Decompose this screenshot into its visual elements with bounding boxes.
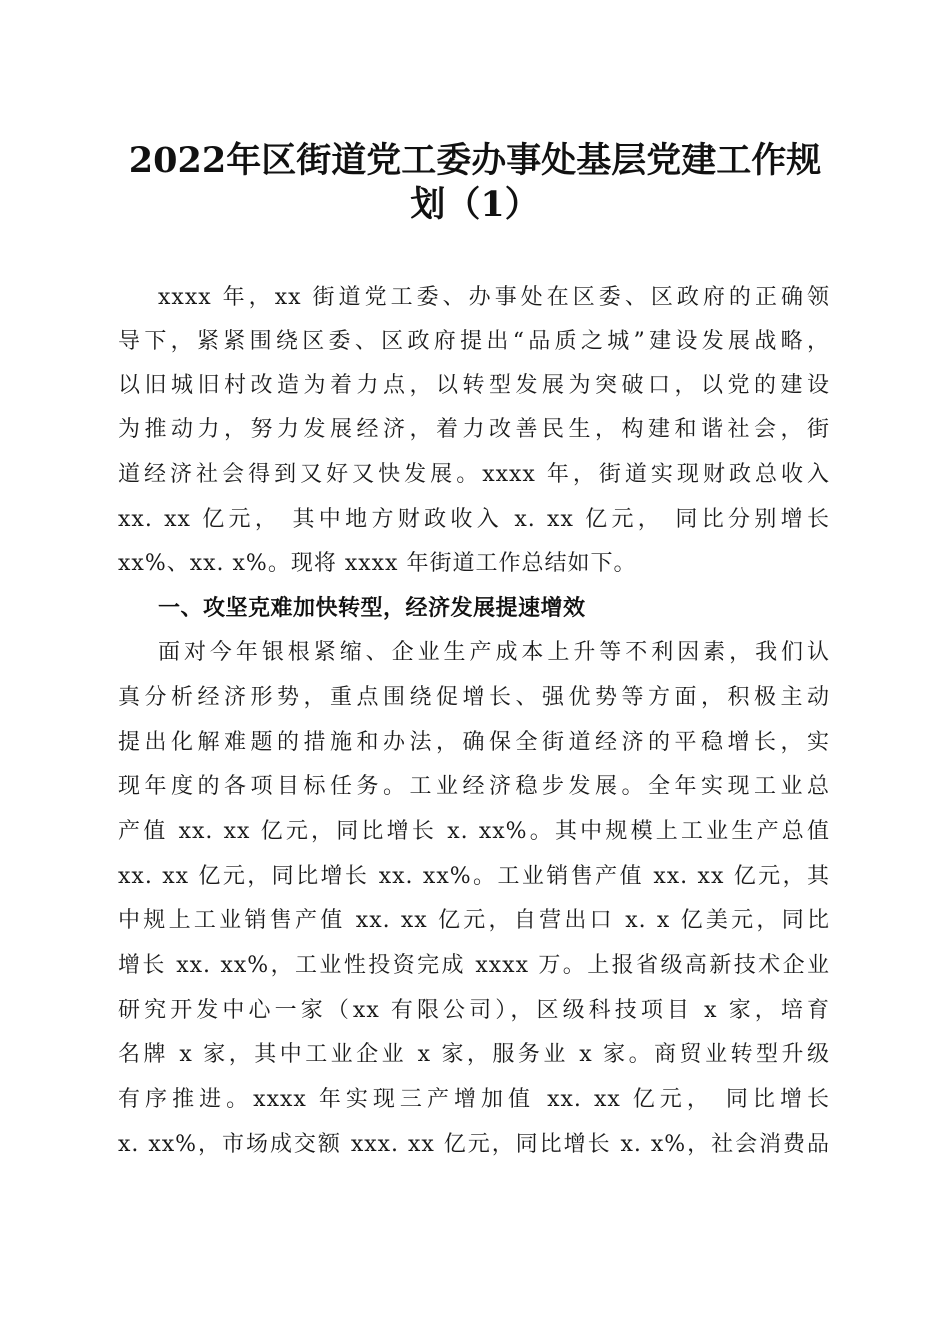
text-line: 研究开发中心一家（xx 有限公司），区级科技项目 x 家，培育 — [118, 998, 830, 1023]
text-line: xxxx 年，xx 街道党工委、办事处在区委、区政府的正确领 — [158, 285, 830, 310]
text-line: 以旧城旧村改造为着力点，以转型发展为突破口，以党的建设 — [118, 373, 830, 398]
text-line: xx. xx 亿元，同比增长 xx. xx%。工业销售产值 xx. xx 亿元，其 — [118, 864, 830, 889]
text-line: 提出化解难题的措施和办法，确保全街道经济的平稳增长，实 — [118, 730, 830, 755]
text-line: 产值 xx. xx 亿元，同比增长 x. xx%。其中规模上工业生产总值 — [118, 819, 830, 844]
text-line: 现年度的各项目标任务。工业经济稳步发展。全年实现工业总 — [118, 774, 830, 799]
text-line: 导下，紧紧围绕区委、区政府提出“品质之城”建设发展战略， — [118, 329, 830, 354]
text-line: 真分析经济形势，重点围绕促增长、强优势等方面，积极主动 — [118, 685, 830, 710]
text-line: x. xx%，市场成交额 xxx. xx 亿元，同比增长 x. x%，社会消费品 — [118, 1132, 830, 1157]
text-line: 名牌 x 家，其中工业企业 x 家，服务业 x 家。商贸业转型升级 — [118, 1042, 830, 1067]
text-line: 中规上工业销售产值 xx. xx 亿元，自营出口 x. x 亿美元，同比 — [118, 908, 830, 933]
text-line: xx. xx 亿元， 其中地方财政收入 x. xx 亿元， 同比分别增长 — [118, 507, 830, 532]
document-title-line-2: 划（1） — [410, 184, 540, 225]
text-line: 为推动力，努力发展经济，着力改善民生，构建和谐社会，街 — [118, 417, 830, 442]
text-line: 面对今年银根紧缩、企业生产成本上升等不利因素，我们认 — [158, 640, 830, 665]
text-line: 有序推进。xxxx 年实现三产增加值 xx. xx 亿元， 同比增长 — [118, 1087, 830, 1112]
text-line: 增长 xx. xx%，工业性投资完成 xxxx 万。上报省级高新技术企业 — [118, 953, 830, 978]
text-line: xx%、xx. x%。现将 xxxx 年街道工作总结如下。 — [118, 551, 637, 576]
text-line: 道经济社会得到又好又快发展。xxxx 年，街道实现财政总收入 — [118, 462, 830, 487]
document-title-line-1: 2022年区街道党工委办事处基层党建工作规 — [128, 140, 822, 181]
section-heading: 一、攻坚克难加快转型，经济发展提速增效 — [158, 596, 586, 621]
